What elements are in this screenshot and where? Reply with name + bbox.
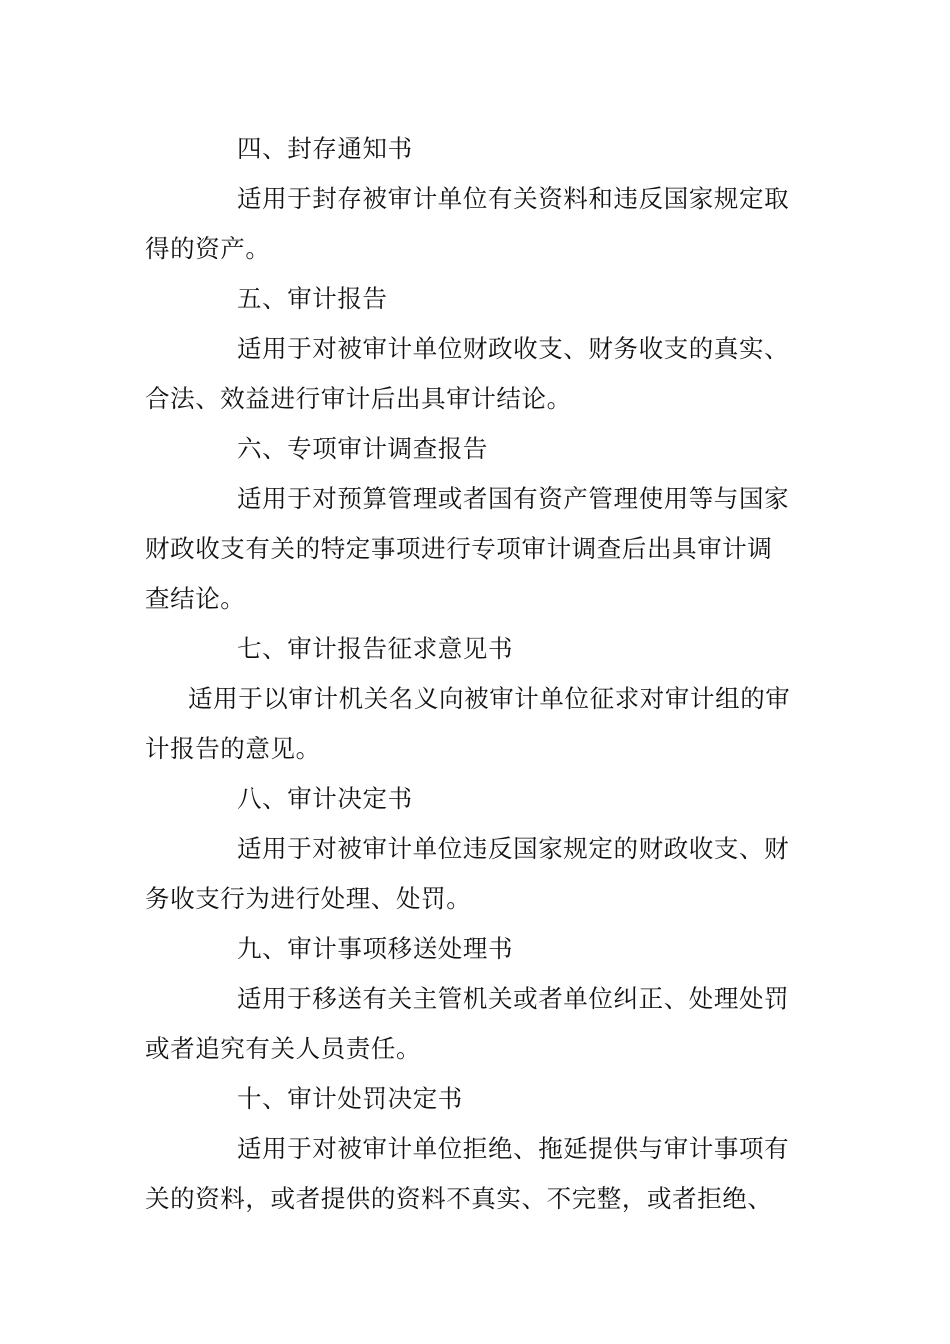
paragraph-line: 适用于对被审计单位违反国家规定的财政收支、财	[237, 834, 790, 863]
section-heading-6: 六、专项审计调查报告	[237, 434, 488, 463]
paragraph-line: 适用于封存被审计单位有关资料和违反国家规定取	[237, 184, 790, 213]
paragraph-line: 或者追究有关人员责任。	[145, 1034, 422, 1063]
section-heading-5: 五、审计报告	[237, 284, 388, 313]
paragraph-line: 务收支行为进行处理、处罚。	[145, 884, 472, 913]
paragraph-line: 关的资料，或者提供的资料不真实、不完整，或者拒绝、	[145, 1184, 773, 1213]
section-heading-7: 七、审计报告征求意见书	[237, 634, 514, 663]
paragraph-line: 适用于对被审计单位财政收支、财务收支的真实、	[237, 334, 790, 363]
paragraph-line: 适用于移送有关主管机关或者单位纠正、处理处罚	[237, 984, 790, 1013]
paragraph-line: 适用于对被审计单位拒绝、拖延提供与审计事项有	[237, 1134, 790, 1163]
paragraph-line: 适用于对预算管理或者国有资产管理使用等与国家	[237, 484, 790, 513]
paragraph-line: 适用于以审计机关名义向被审计单位征求对审计组的审	[188, 684, 791, 713]
section-heading-4: 四、封存通知书	[237, 134, 413, 163]
section-heading-8: 八、审计决定书	[237, 784, 413, 813]
section-heading-9: 九、审计事项移送处理书	[237, 934, 514, 963]
paragraph-line: 财政收支有关的特定事项进行专项审计调查后出具审计调	[145, 534, 773, 563]
paragraph-line: 得的资产。	[145, 234, 271, 263]
paragraph-line: 计报告的意见。	[145, 734, 321, 763]
section-heading-10: 十、审计处罚决定书	[237, 1084, 463, 1113]
paragraph-line: 查结论。	[145, 584, 246, 613]
paragraph-line: 合法、效益进行审计后出具审计结论。	[145, 384, 572, 413]
